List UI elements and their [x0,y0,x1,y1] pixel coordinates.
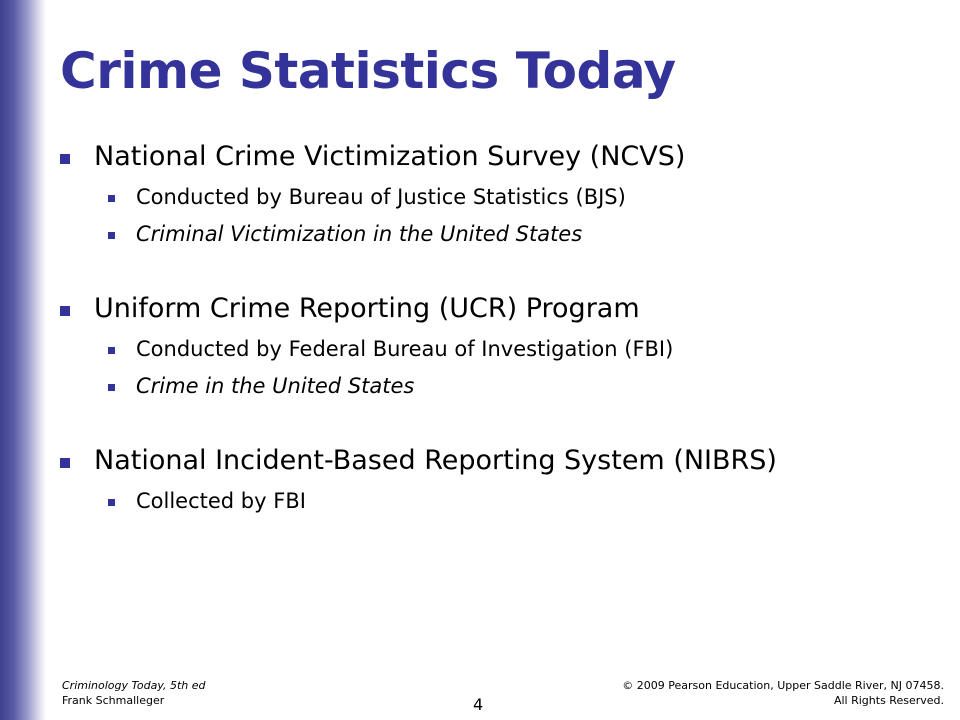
sub-bullet-item [58,220,938,248]
slide-title: Crime Statistics Today [60,42,676,100]
square-bullet-icon [108,347,115,354]
footer-author: Frank Schmalleger [62,694,165,707]
page-number: 4 [473,695,484,714]
bullet-text: Uniform Crime Reporting (UCR) Program [94,293,640,324]
decorative-side-bar [0,0,46,720]
footer-book-title: Criminology Today, 5th ed [62,679,206,692]
bullet-group-ucr [58,292,938,400]
bullet-item [58,292,938,326]
bullet-text: National Incident-Based Reporting System (NIBRS) [94,445,777,476]
square-bullet-icon [60,458,70,468]
square-bullet-icon [60,154,70,164]
copyright-line-2: All Rights Reserved. [833,694,944,707]
sub-bullet-text: Collected by FBI [136,489,306,513]
square-bullet-icon [108,232,115,239]
square-bullet-icon [108,384,115,391]
bullet-list [58,140,938,559]
bullet-item [58,444,938,478]
footer-book-info [62,678,206,708]
copyright-line-1: © 2009 Pearson Education, Upper Saddle River, NJ 07458. [622,679,944,692]
sub-bullet-item [58,487,938,515]
sub-bullet-item [58,372,938,400]
footer-copyright [622,678,944,708]
sub-bullet-text: Crime in the United States [136,374,415,398]
bullet-group-nibrs [58,444,938,515]
sub-bullet-item [58,183,938,211]
sub-bullet-text: Conducted by Federal Bureau of Investigation (FBI) [136,337,674,361]
square-bullet-icon [60,306,70,316]
square-bullet-icon [108,195,115,202]
bullet-item [58,140,938,174]
square-bullet-icon [108,499,115,506]
sub-bullet-text: Conducted by Bureau of Justice Statistics (BJS) [136,185,626,209]
bullet-text: National Crime Victimization Survey (NCVS) [94,141,686,172]
sub-bullet-text: Criminal Victimization in the United States [136,222,583,246]
bullet-group-ncvs [58,140,938,248]
sub-bullet-item [58,335,938,363]
